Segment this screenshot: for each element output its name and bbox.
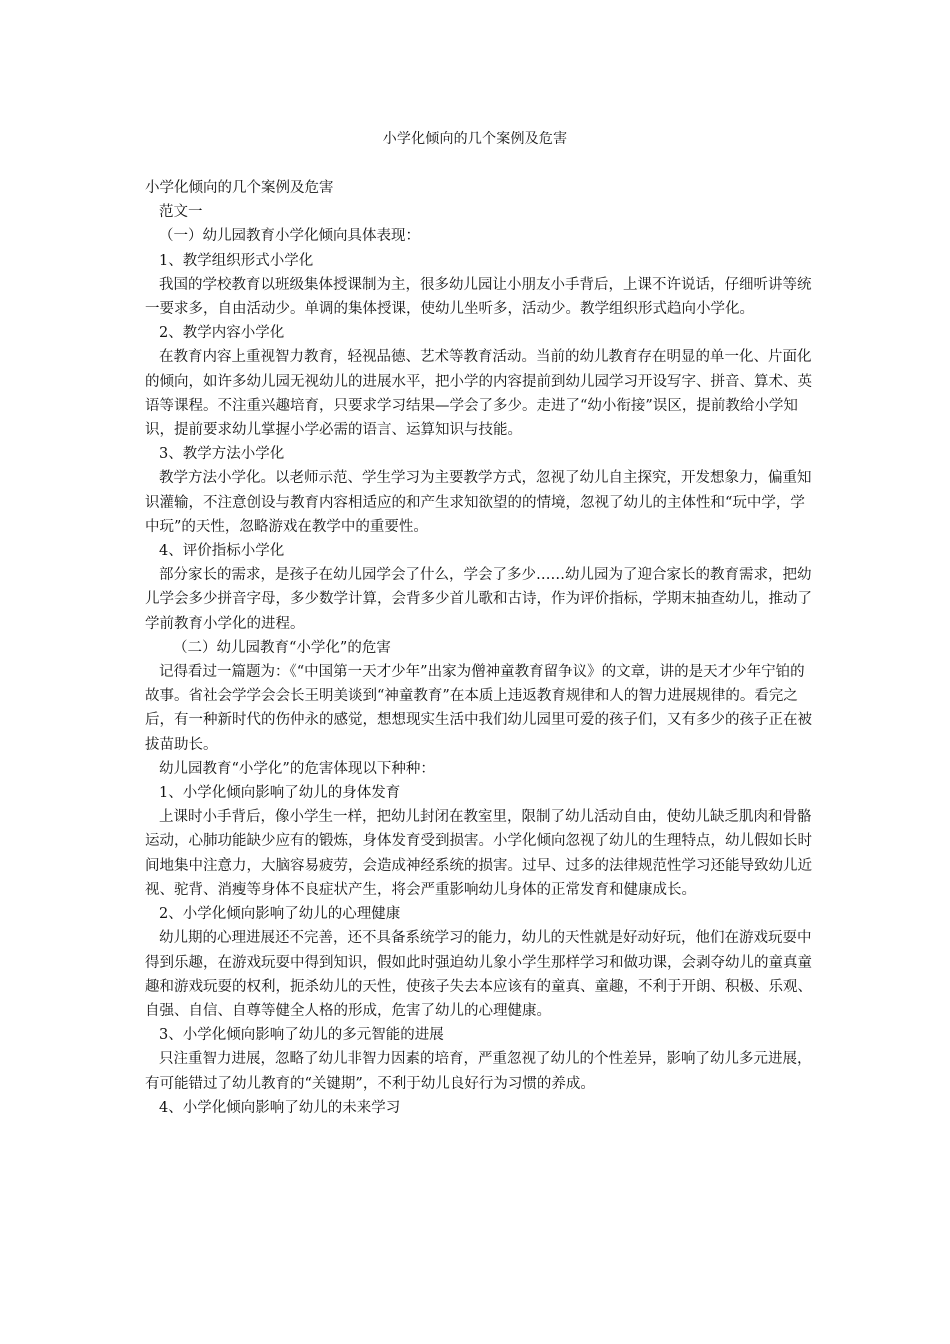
document-body — [145, 176, 817, 1120]
paragraph: 幼儿期的心理进展还不完善，还不具备系统学习的能力，幼儿的天性就是好动好玩，他们在游戏玩耍中得到乐趣，在游戏玩耍中得到知识，假如此时强迫幼儿象小学生那样学习和做功课，会剥夺幼儿的童真童趣和游戏玩耍的权利，扼杀幼儿的天性，使孩子失去本应该有的童真、童趣，不利于开朗、积极、乐观、自强、自信、自尊等健全人格的形成，危害了幼儿的心理健康。 — [145, 930, 812, 1019]
paragraph: 3、教学方法小学化 — [159, 446, 285, 463]
paragraph: （一）幼儿园教育小学化倾向具体表现： — [159, 228, 420, 245]
paragraph: 部分家长的需求，是孩子在幼儿园学会了什么，学会了多少……幼儿园为了迎合家长的教育需求，把幼儿学会多少拼音字母，多少数学计算，会背多少首儿歌和古诗，作为评价指标，学期末抽查幼儿，推动了学前教育小学化的进程。 — [145, 567, 812, 632]
paragraph: 幼儿园教育“小学化”的危害体现以下种种： — [159, 760, 435, 777]
paragraph: 在教育内容上重视智力教育，轻视品德、艺术等教育活动。当前的幼儿教育存在明显的单一化、片面化的倾向，如许多幼儿园无视幼儿的进展水平，把小学的内容提前到幼儿园学习开设写字、拼音、算术、英语等课程。不注重兴趣培育，只要求学习结果—学会了多少。走进了“幼小衔接”误区，提前教给小学知识，提前要求幼儿掌握小学必需的语言、运算知识与技能。 — [145, 349, 812, 439]
paragraph: 2、小学化倾向影响了幼儿的心理健康 — [159, 906, 401, 923]
paragraph: 范文一 — [159, 204, 203, 221]
paragraph: （二）幼儿园教育“小学化”的危害 — [173, 639, 391, 656]
paragraph: 1、小学化倾向影响了幼儿的身体发育 — [159, 785, 401, 802]
document-title: 小学化倾向的几个案例及危害 — [382, 131, 568, 147]
paragraph: 小学化倾向的几个案例及危害 — [145, 180, 334, 196]
paragraph: 记得看过一篇题为：《“中国第一天才少年”出家为僧神童教育留争议》的文章，讲的是天才少年宁铂的故事。省社会学学会会长王明美谈到“神童教育”在本质上违返教育规律和人的智力进展规律的。看完之后，有一种新时代的伤仲永的感觉，想想现实生活中我们幼儿园里可爱的孩子们，又有多少的孩子正在被拔苗助长。 — [145, 664, 812, 753]
paragraph: 2、教学内容小学化 — [159, 325, 285, 342]
paragraph: 4、评价指标小学化 — [159, 543, 285, 560]
paragraph: 教学方法小学化。以老师示范、学生学习为主要教学方式，忽视了幼儿自主探究，开发想象力，偏重知识灌输，不注意创设与教育内容相适应的和产生求知欲望的的情境，忽视了幼儿的主体性和“玩中学，学中玩”的天性，忽略游戏在教学中的重要性。 — [145, 470, 812, 535]
paragraph: 1、教学组织形式小学化 — [159, 252, 314, 269]
paragraph: 我国的学校教育以班级集体授课制为主，很多幼儿园让小朋友小手背后，上课不许说话，仔细听讲等统一要求多，自由活动少。单调的集体授课，使幼儿坐听多，活动少。教学组织形式趋向小学化。 — [145, 276, 812, 318]
paragraph: 只注重智力进展，忽略了幼儿非智力因素的培育，严重忽视了幼儿的个性差异，影响了幼儿多元进展，有可能错过了幼儿教育的“关键期”，不利于幼儿良好行为习惯的养成。 — [145, 1051, 812, 1092]
paragraph: 上课时小手背后，像小学生一样，把幼儿封闭在教室里，限制了幼儿活动自由，使幼儿缺乏肌肉和骨骼运动，心肺功能缺少应有的锻炼，身体发育受到损害。小学化倾向忽视了幼儿的生理特点，幼儿假如长时间地集中注意力，大脑容易疲劳，会造成神经系统的损害。过早、过多的法律规范性学习还能导致幼儿近视、驼背、消瘦等身体不良症状产生，将会严重影响幼儿身体的正常发育和健康成长。 — [145, 809, 812, 898]
paragraph: 3、小学化倾向影响了幼儿的多元智能的进展 — [159, 1027, 444, 1044]
paragraph: 4、小学化倾向影响了幼儿的未来学习 — [159, 1099, 401, 1116]
